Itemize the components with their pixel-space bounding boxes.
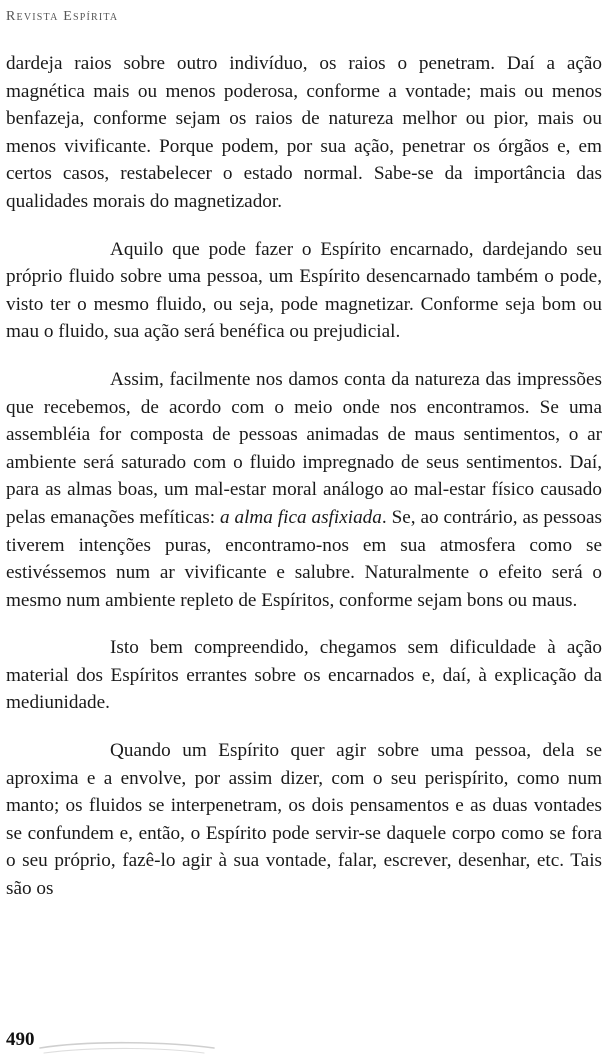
paragraph [6, 366, 602, 614]
paragraph [6, 236, 602, 346]
paragraph-text: Quando um Espírito quer agir sobre uma pessoa, dela se aproxima e a envolve, por assim dizer, com o seu perispírito, como num manto; os fluidos se interpenetram, os dois pensamentos e as duas vontades se confundem e, então, o Espírito pode servir-se daquele corpo como se fora o seu próprio, fazê-lo agir à sua vontade, falar, escrever, desenhar, etc. Tais são os [6, 740, 602, 900]
paragraph-text: Aquilo que pode fazer o Espírito encarnado, dardejando seu próprio fluido sobre uma pessoa, um Espírito desencarnado também o pode, visto ter o mesmo fluido, ou seja, pode magnetizar. Conforme seja bom ou mau o fluido, sua ação será benéfica ou prejudicial. [6, 238, 602, 343]
footer-swoosh-ornament [0, 1036, 220, 1062]
paragraph-text: dardeja raios sobre outro indivíduo, os raios o penetram. Daí a ação magnética mais ou menos poderosa, conforme a vontade; mais ou menos benfazeja, conforme sejam os raios de natureza melhor ou pior, mais ou menos vivificante. Porque podem, por sua ação, penetrar os órgãos e, em certos casos, restabelecer o estado normal. Sabe-se da importância das qualidades morais do magnetizador. [6, 53, 602, 212]
paragraph-continuation [6, 50, 602, 216]
body-text [6, 50, 602, 903]
paragraph [6, 737, 602, 903]
page-number: 490 [6, 1029, 35, 1050]
paragraph-text: . Se, ao contrário, as pessoas tiverem intenções puras, encontramo-nos em sua atmosfera como se estivéssemos num ar vivificante e salubre. Naturalmente o efeito será o mesmo num ambiente repleto de Espíritos, conforme sejam bons ou maus. [6, 506, 602, 611]
paragraph-text: Assim, facilmente nos damos conta da natureza das impressões que recebemos, de acordo com o meio onde nos encontramos. Se uma assembléia for composta de pessoas animadas de maus sentimentos, o ar ambiente será saturado com o fluido impregnado de seus sentimentos. Daí, para as almas boas, um mal-estar moral análogo ao mal-estar físico causado pelas emanações mefíticas: [6, 368, 602, 528]
running-header: Revista Espírita [6, 9, 119, 24]
paragraph [6, 634, 602, 717]
italic-phrase: a alma fica asfixiada [220, 506, 382, 528]
paragraph-text: Isto bem compreendido, chegamos sem dificuldade à ação material dos Espíritos errantes sobre os encarnados e, daí, à explicação da mediunidade. [6, 637, 602, 714]
